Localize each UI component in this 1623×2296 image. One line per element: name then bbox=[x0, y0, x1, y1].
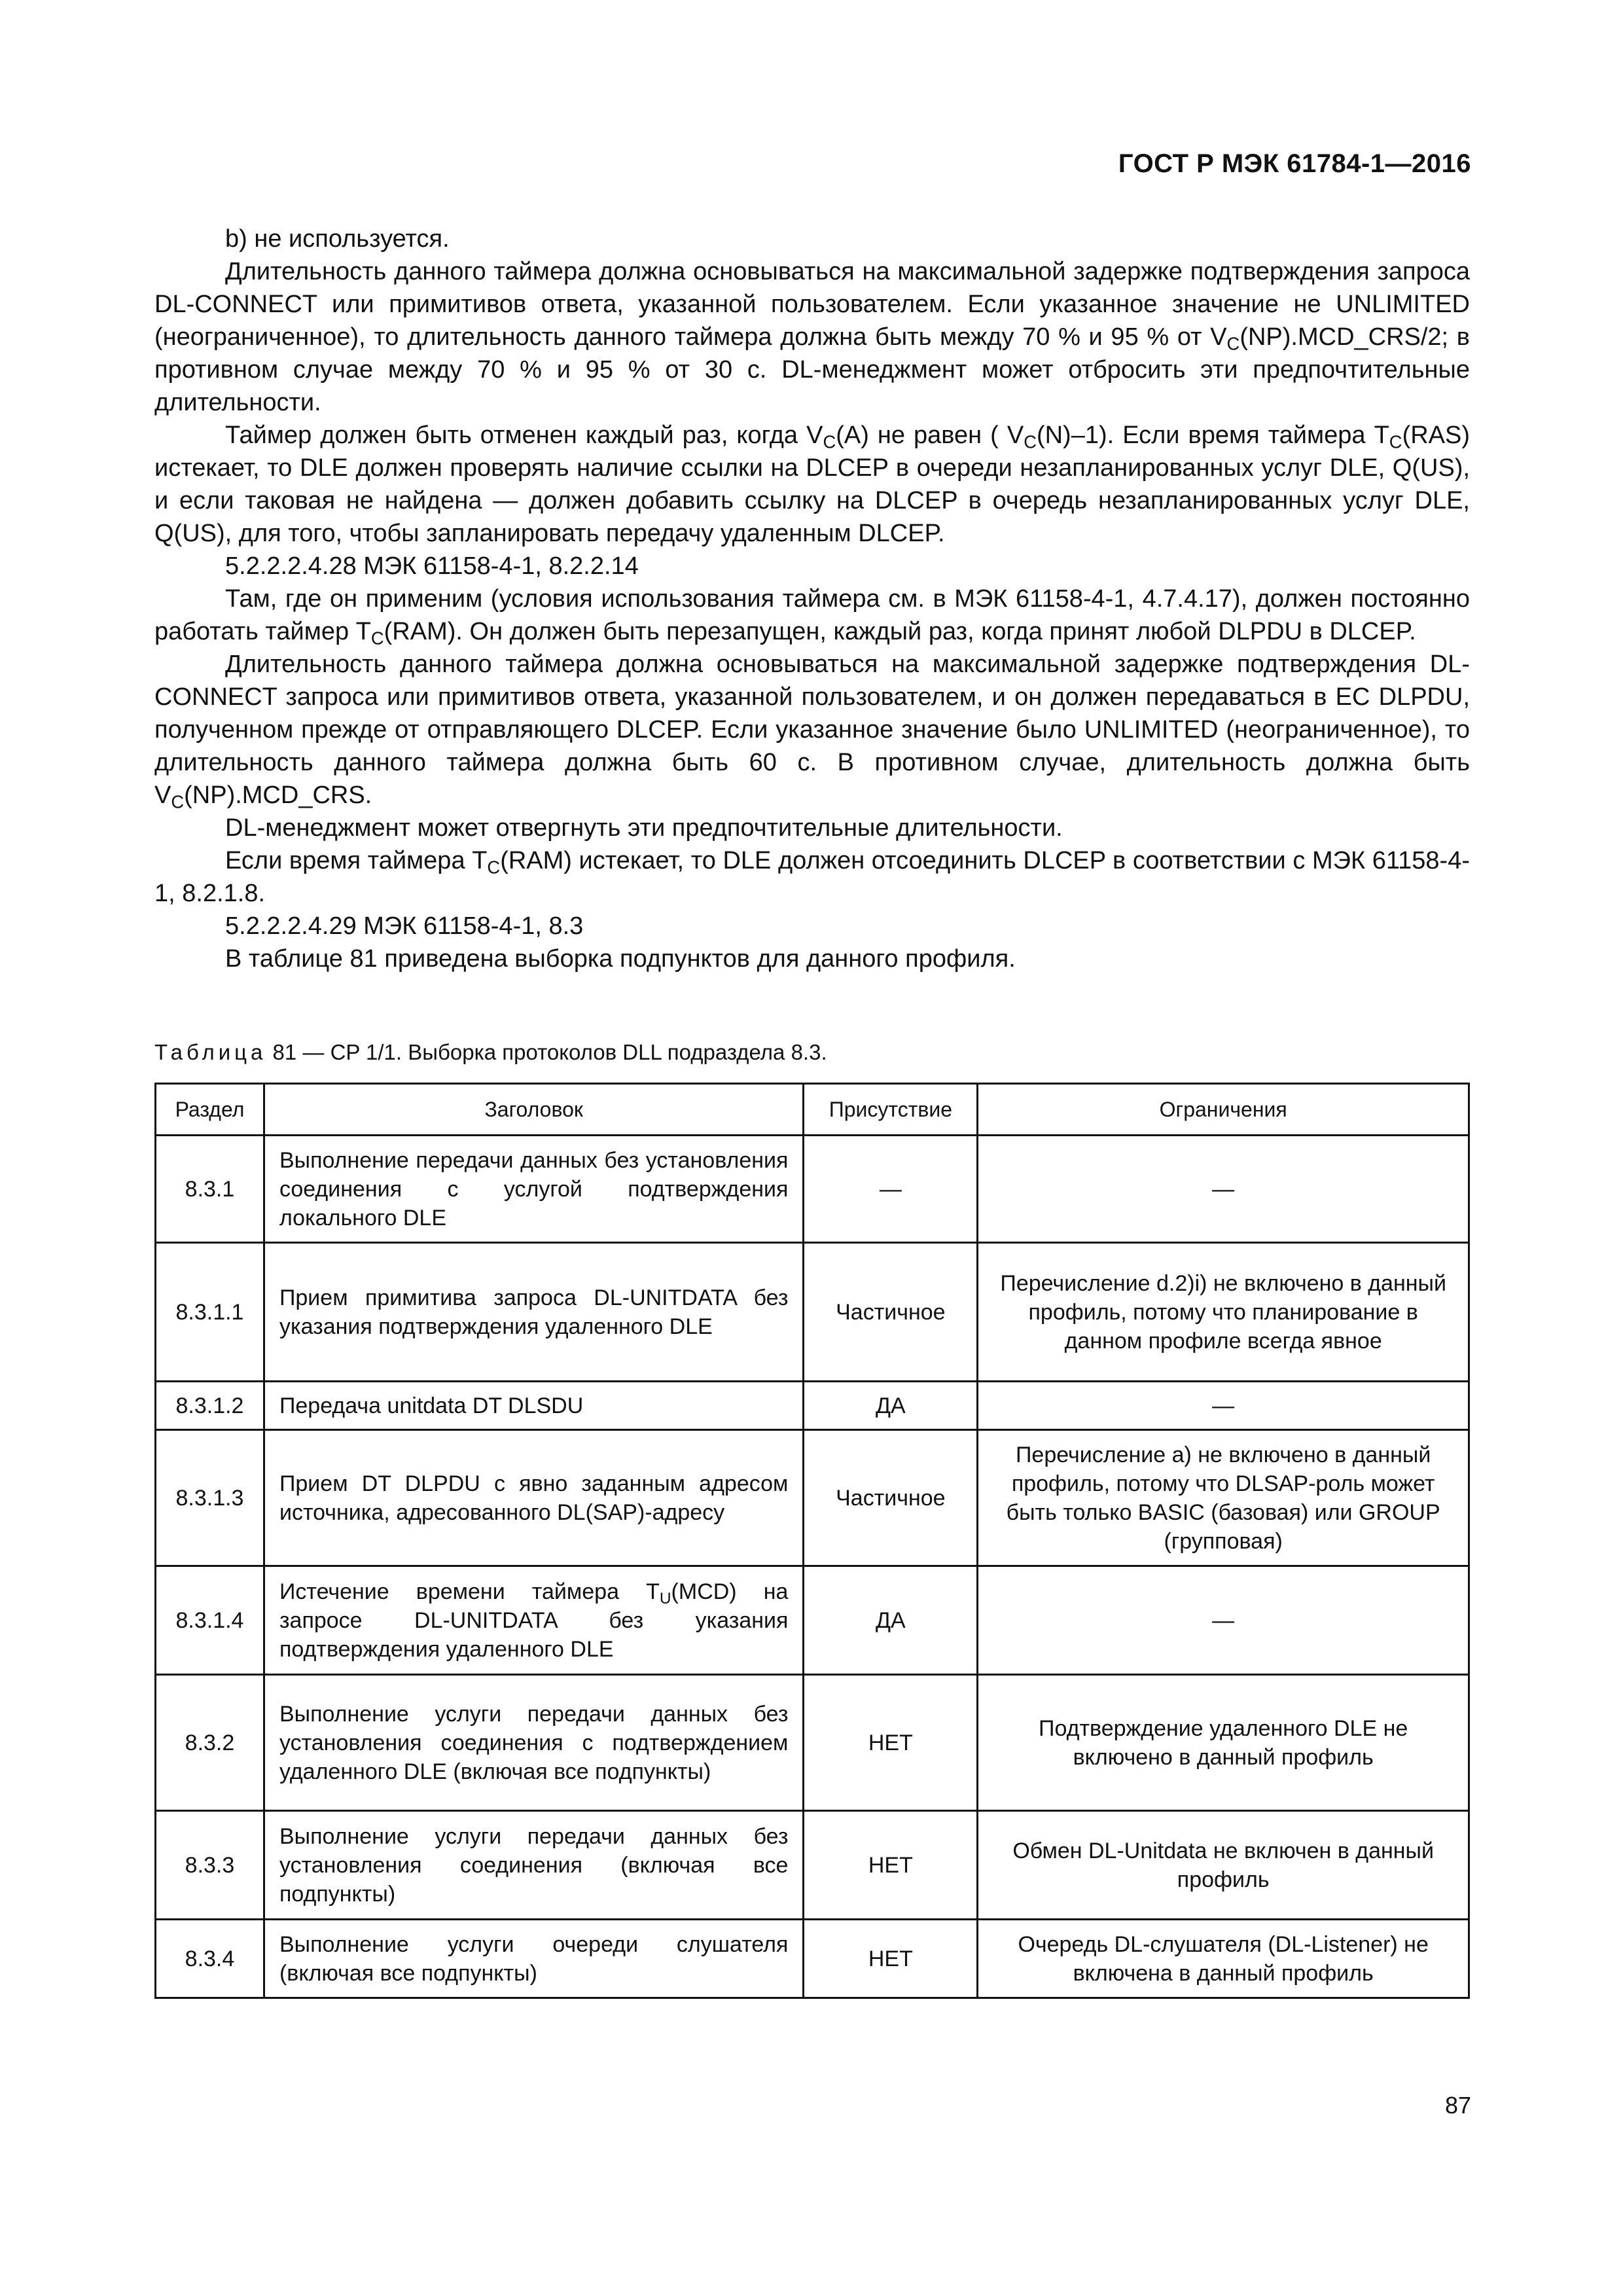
limits-cell: — bbox=[978, 1382, 1469, 1430]
paragraph: DL-менеджмент может отвергнуть эти предпочтительные длительности. bbox=[225, 814, 1063, 842]
presence-cell: НЕТ bbox=[804, 1920, 978, 1998]
title-cell: Прием DT DLPDU с явно заданным адресом источника, адресованного DL(SAP)-адресу bbox=[264, 1430, 803, 1566]
title-cell: Прием примитива запроса DL-UNITDATA без указания подтверждения удаленного DLE bbox=[264, 1243, 803, 1382]
table-row bbox=[156, 1675, 1469, 1811]
body-text bbox=[154, 223, 1470, 975]
section-cell: 8.3.1 bbox=[156, 1136, 264, 1243]
paragraph: Таймер должен быть отменен каждый раз, когда $V_C(A)$ не равен ( $V_C(N)-1$). Если время таймера $T_C(RAS)$ истекает, то DLE должен проверять наличие ссылки на DLCEP в очереди незапланированных услуг DLE, Q(US), и если таковая не найдена — должен добавить ссылку на DLCEP в очередь незапланированных услуг DLE, Q(US), для того, чтобы запланировать передачу удаленным DLCEP. bbox=[154, 422, 1471, 547]
title-cell: Выполнение услуги передачи данных без установления соединения с подтверждением удаленного DLE (включая все подпункты) bbox=[264, 1675, 803, 1811]
table-header-row bbox=[156, 1084, 1469, 1136]
paragraph: Там, где он применим (условия использования таймера см. в МЭК 61158-4-1, 4.7.4.17), должен постоянно работать таймер $T_C(RAM)$. Он должен быть перезапущен, каждый раз, когда принят любой DLPDU в DLCEP. bbox=[154, 585, 1470, 649]
table-row bbox=[156, 1811, 1469, 1920]
table-row bbox=[156, 1430, 1469, 1566]
limits-cell: Перечисление d.2)i) не включено в данный профиль, потому что планирование в данном профиле всегда явное bbox=[978, 1243, 1469, 1382]
section-reference: 5.2.2.2.4.29 МЭК 61158-4-1, 8.3 bbox=[225, 912, 584, 940]
section-cell: 8.3.4 bbox=[156, 1920, 264, 1998]
section-cell: 8.3.1.2 bbox=[156, 1382, 264, 1430]
table-row bbox=[156, 1136, 1469, 1243]
limits-cell: Подтверждение удаленного DLE не включено в данный профиль bbox=[978, 1675, 1469, 1811]
presence-cell: — bbox=[804, 1136, 978, 1243]
table-row bbox=[156, 1382, 1469, 1430]
table-row bbox=[156, 1920, 1469, 1998]
presence-cell: НЕТ bbox=[804, 1675, 978, 1811]
section-reference: 5.2.2.2.4.28 МЭК 61158-4-1, 8.2.2.14 bbox=[225, 552, 639, 580]
paragraph: Длительность данного таймера должна основываться на максимальной задержке подтверждения запроса DL-CONNECT или примитивов ответа, указанной пользователем. Если указанное значение не UNLIMITED (неограниченное), то длительность данного таймера должна быть между 70 % и 95 % от $V_C(NP).MCD\_CRS/2$; в противном случае между 70 % и 95 % от 30 с. DL-менеджмент может отбросить эти предпочтительные длительности. bbox=[154, 258, 1470, 416]
section-cell: 8.3.1.1 bbox=[156, 1243, 264, 1382]
column-header: Ограничения bbox=[978, 1084, 1469, 1136]
limits-cell: — bbox=[978, 1566, 1469, 1675]
presence-cell: ДА bbox=[804, 1382, 978, 1430]
limits-cell: Очередь DL-слушателя (DL-Listener) не включена в данный профиль bbox=[978, 1920, 1469, 1998]
paragraph: В таблице 81 приведена выборка подпунктов для данного профиля. bbox=[225, 945, 1016, 973]
column-header: Заголовок bbox=[264, 1084, 803, 1136]
title-cell: Передача unitdata DT DLSDU bbox=[264, 1382, 803, 1430]
table-row bbox=[156, 1243, 1469, 1382]
profile-table bbox=[154, 1083, 1470, 1999]
paragraph: Если время таймера $T_C(RAM)$ истекает, то DLE должен отсоединить DLCEP в соответствии с МЭК 61158-4-1, 8.2.1.8. bbox=[154, 847, 1470, 907]
limits-cell: — bbox=[978, 1136, 1469, 1243]
column-header: Раздел bbox=[156, 1084, 264, 1136]
document-header: ГОСТ Р МЭК 61784-1—2016 bbox=[1118, 149, 1471, 178]
section-cell: 8.3.1.4 bbox=[156, 1566, 264, 1675]
table-caption: Таблица 81 — CP 1/1. Выборка протоколов DLL подраздела 8.3. bbox=[154, 1040, 827, 1064]
title-cell: Выполнение передачи данных без установления соединения с услугой подтверждения локального DLE bbox=[264, 1136, 803, 1243]
presence-cell: НЕТ bbox=[804, 1811, 978, 1920]
presence-cell: Частичное bbox=[804, 1243, 978, 1382]
section-cell: 8.3.3 bbox=[156, 1811, 264, 1920]
limits-cell: Обмен DL-Unitdata не включен в данный профиль bbox=[978, 1811, 1469, 1920]
column-header: Присутствие bbox=[804, 1084, 978, 1136]
section-cell: 8.3.1.3 bbox=[156, 1430, 264, 1566]
section-cell: 8.3.2 bbox=[156, 1675, 264, 1811]
title-cell: Выполнение услуги передачи данных без установления соединения (включая все подпункты) bbox=[264, 1811, 803, 1920]
page-number: 87 bbox=[1444, 2092, 1471, 2119]
table-row bbox=[156, 1566, 1469, 1675]
limits-cell: Перечисление a) не включено в данный профиль, потому что DLSAP-роль может быть только BASIC (базовая) или GROUP (групповая) bbox=[978, 1430, 1469, 1566]
paragraph: b) не используется. bbox=[225, 225, 450, 253]
presence-cell: ДА bbox=[804, 1566, 978, 1675]
paragraph: Длительность данного таймера должна основываться на максимальной задержке подтверждения DL-CONNECT запроса или примитивов ответа, указанной пользователем, и он должен передаваться в EC DLPDU, полученном прежде от отправляющего DLCEP. Если указанное значение было UNLIMITED (неограниченное), то длительность данного таймера должна быть 60 с. В противном случае, длительность должна быть $V_C(NP).MCD\_CRS$. bbox=[154, 651, 1470, 812]
presence-cell: Частичное bbox=[804, 1430, 978, 1566]
title-cell: Выполнение услуги очереди слушателя (включая все подпункты) bbox=[264, 1920, 803, 1998]
title-cell: Истечение времени таймера $T_U(MCD)$ на запросе DL-UNITDATA без указания подтверждения удаленного DLE bbox=[264, 1566, 803, 1675]
